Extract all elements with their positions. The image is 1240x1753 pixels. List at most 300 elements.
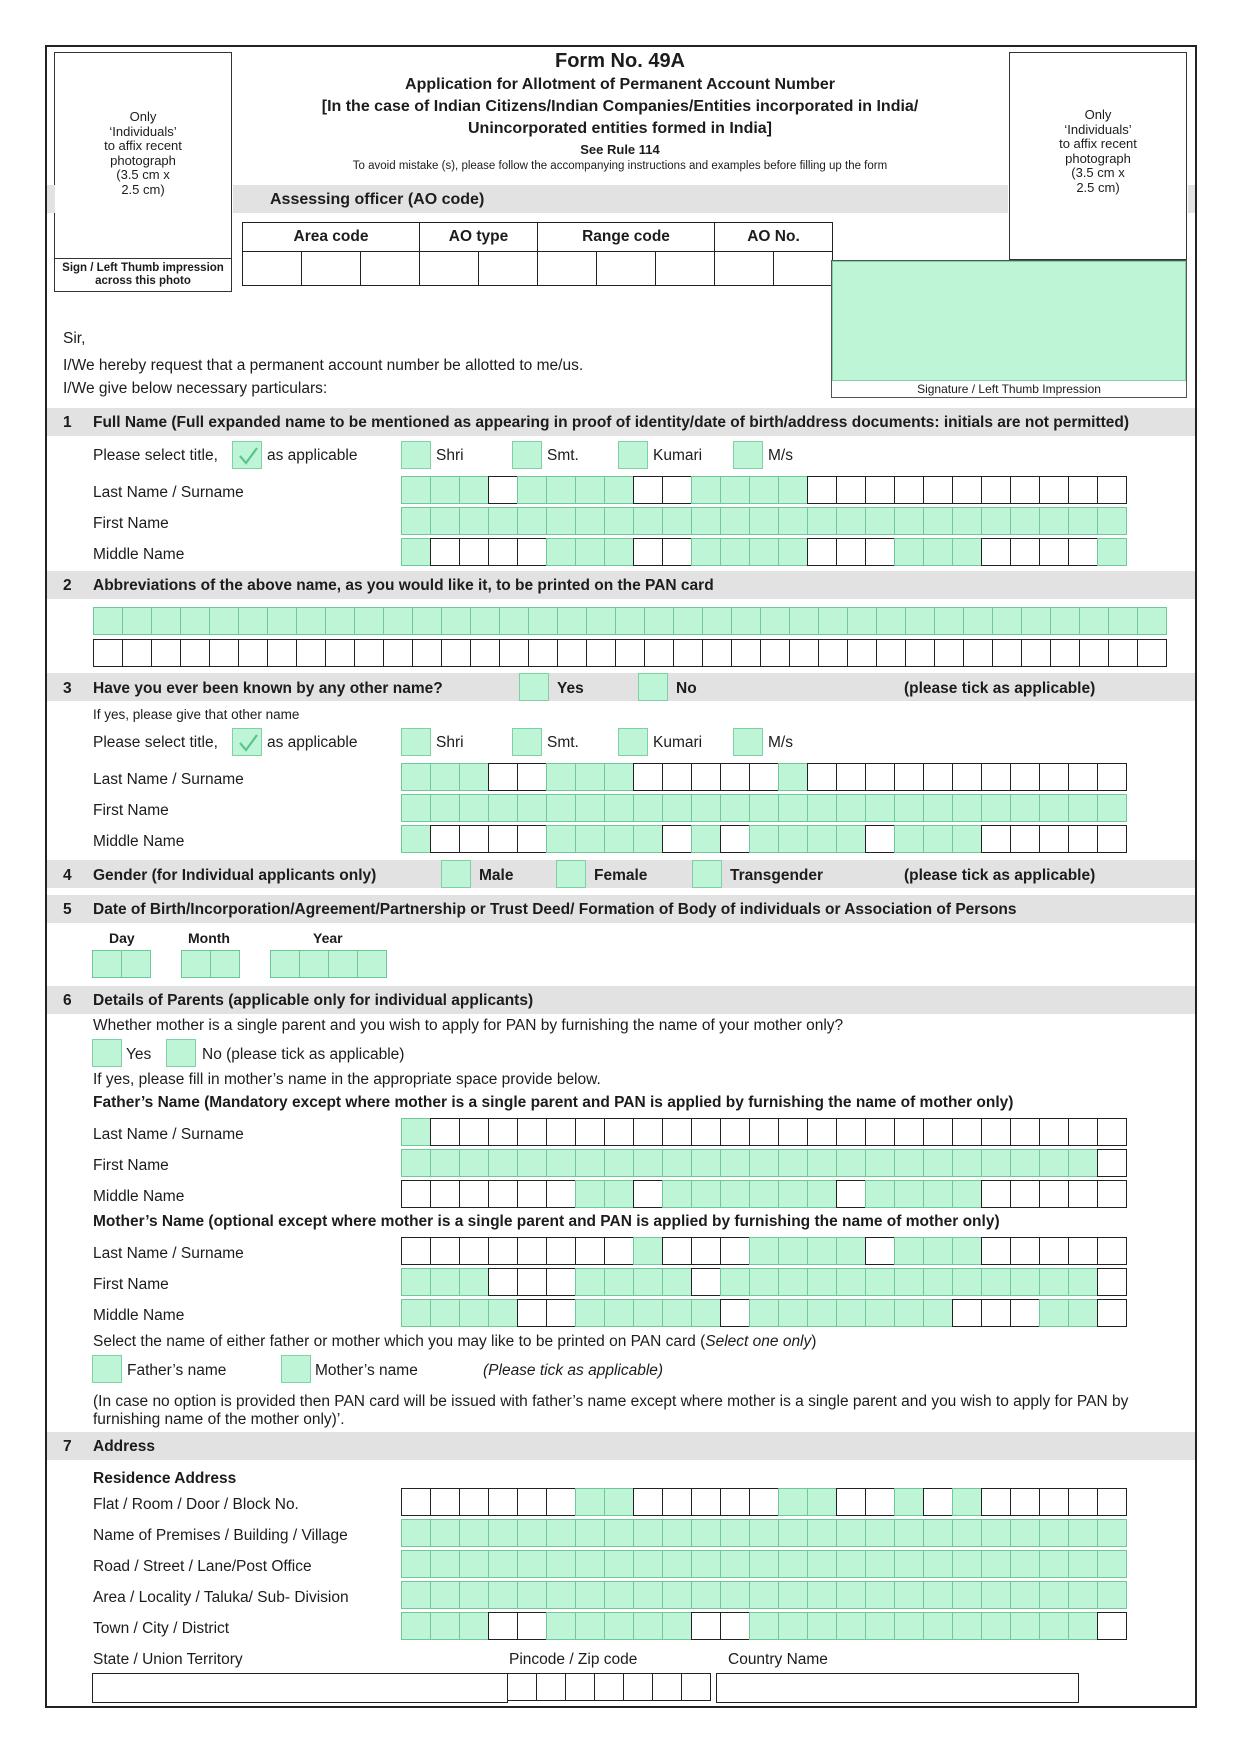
char-box[interactable] [818, 639, 848, 667]
char-box[interactable] [1021, 639, 1051, 667]
char-box[interactable] [430, 1118, 460, 1146]
char-box[interactable] [267, 639, 297, 667]
char-box[interactable] [691, 763, 721, 791]
char-box[interactable] [412, 607, 442, 635]
char-box[interactable] [1097, 1180, 1127, 1208]
char-box[interactable] [546, 794, 576, 822]
char-box[interactable] [488, 1180, 518, 1208]
char-box[interactable] [1010, 1488, 1040, 1516]
town-boxes[interactable] [401, 1612, 1126, 1640]
char-box[interactable] [546, 1268, 576, 1296]
char-box[interactable] [1039, 763, 1069, 791]
char-box[interactable] [1039, 476, 1069, 504]
char-box[interactable] [604, 1488, 634, 1516]
pincode-boxes[interactable] [507, 1673, 710, 1701]
ao-cell[interactable] [361, 252, 420, 286]
char-box[interactable] [865, 1237, 895, 1265]
char-box[interactable] [836, 507, 866, 535]
char-box[interactable] [662, 1519, 692, 1547]
char-box[interactable] [836, 1550, 866, 1578]
char-box[interactable] [546, 1612, 576, 1640]
char-box[interactable] [702, 607, 732, 635]
char-box[interactable] [894, 1180, 924, 1208]
char-box[interactable] [894, 1237, 924, 1265]
char-box[interactable] [459, 1299, 489, 1327]
char-box[interactable] [952, 1612, 982, 1640]
title-shri-checkbox[interactable] [401, 441, 431, 469]
title-smt-checkbox[interactable] [512, 441, 542, 469]
char-box[interactable] [778, 538, 808, 566]
char-box[interactable] [923, 1612, 953, 1640]
char-box[interactable] [778, 1488, 808, 1516]
char-box[interactable] [401, 507, 431, 535]
char-box[interactable] [731, 607, 761, 635]
char-box[interactable] [749, 538, 779, 566]
char-box[interactable] [720, 538, 750, 566]
char-box[interactable] [575, 1612, 605, 1640]
char-box[interactable] [430, 1180, 460, 1208]
char-box[interactable] [981, 538, 1011, 566]
char-box[interactable] [836, 1118, 866, 1146]
char-box[interactable] [604, 1299, 634, 1327]
char-box[interactable] [923, 1581, 953, 1609]
char-box[interactable] [894, 1118, 924, 1146]
char-box[interactable] [749, 1149, 779, 1177]
char-box[interactable] [807, 476, 837, 504]
char-box[interactable] [517, 507, 547, 535]
abbreviation-row-2[interactable] [93, 639, 1166, 667]
char-box[interactable] [459, 1488, 489, 1516]
char-box[interactable] [383, 639, 413, 667]
char-box[interactable] [1010, 1149, 1040, 1177]
char-box[interactable] [488, 1149, 518, 1177]
char-box[interactable] [121, 950, 151, 978]
char-box[interactable] [270, 950, 300, 978]
char-box[interactable] [865, 1268, 895, 1296]
char-box[interactable] [923, 1519, 953, 1547]
char-box[interactable] [905, 607, 935, 635]
char-box[interactable] [894, 1299, 924, 1327]
char-box[interactable] [952, 476, 982, 504]
char-box[interactable] [151, 639, 181, 667]
char-box[interactable] [691, 1299, 721, 1327]
char-box[interactable] [952, 1180, 982, 1208]
char-box[interactable] [981, 476, 1011, 504]
char-box[interactable] [1010, 1180, 1040, 1208]
char-box[interactable] [847, 639, 877, 667]
char-box[interactable] [720, 1237, 750, 1265]
char-box[interactable] [401, 1268, 431, 1296]
char-box[interactable] [470, 639, 500, 667]
gender-transgender-checkbox[interactable] [692, 860, 722, 888]
char-box[interactable] [1039, 1180, 1069, 1208]
char-box[interactable] [488, 1581, 518, 1609]
char-box[interactable] [749, 1299, 779, 1327]
char-box[interactable] [401, 1550, 431, 1578]
char-box[interactable] [459, 794, 489, 822]
char-box[interactable] [401, 1519, 431, 1547]
char-box[interactable] [720, 1612, 750, 1640]
char-box[interactable] [836, 476, 866, 504]
char-box[interactable] [488, 1299, 518, 1327]
char-box[interactable] [470, 607, 500, 635]
char-box[interactable] [662, 1299, 692, 1327]
char-box[interactable] [836, 1612, 866, 1640]
char-box[interactable] [488, 1237, 518, 1265]
char-box[interactable] [517, 1268, 547, 1296]
char-box[interactable] [894, 763, 924, 791]
char-box[interactable] [430, 1268, 460, 1296]
char-box[interactable] [952, 1488, 982, 1516]
print-father-name-checkbox[interactable] [92, 1355, 122, 1383]
char-box[interactable] [296, 607, 326, 635]
char-box[interactable] [401, 476, 431, 504]
char-box[interactable] [865, 1581, 895, 1609]
char-box[interactable] [92, 950, 122, 978]
other-name-yes-checkbox[interactable] [519, 673, 549, 701]
char-box[interactable] [923, 1118, 953, 1146]
char-box[interactable] [1097, 1519, 1127, 1547]
char-box[interactable] [807, 538, 837, 566]
ao-cell[interactable] [715, 252, 774, 286]
char-box[interactable] [662, 1268, 692, 1296]
char-box[interactable] [430, 538, 460, 566]
char-box[interactable] [488, 1118, 518, 1146]
ao-cell[interactable] [302, 252, 361, 286]
char-box[interactable] [691, 1118, 721, 1146]
char-box[interactable] [604, 476, 634, 504]
char-box[interactable] [488, 794, 518, 822]
char-box[interactable] [575, 1149, 605, 1177]
char-box[interactable] [778, 1519, 808, 1547]
gender-male-checkbox[interactable] [441, 860, 471, 888]
char-box[interactable] [575, 825, 605, 853]
char-box[interactable] [662, 1237, 692, 1265]
char-box[interactable] [401, 1612, 431, 1640]
char-box[interactable] [517, 1118, 547, 1146]
char-box[interactable] [546, 538, 576, 566]
char-box[interactable] [1097, 1118, 1127, 1146]
char-box[interactable] [952, 1268, 982, 1296]
char-box[interactable] [430, 1581, 460, 1609]
char-box[interactable] [691, 1237, 721, 1265]
char-box[interactable] [778, 1180, 808, 1208]
char-box[interactable] [1010, 794, 1040, 822]
country-input[interactable] [716, 1673, 1079, 1703]
char-box[interactable] [1068, 1519, 1098, 1547]
char-box[interactable] [459, 1612, 489, 1640]
char-box[interactable] [633, 476, 663, 504]
char-box[interactable] [557, 639, 587, 667]
print-mother-name-checkbox[interactable] [281, 1355, 311, 1383]
char-box[interactable] [1097, 538, 1127, 566]
char-box[interactable] [778, 1550, 808, 1578]
char-box[interactable] [488, 1550, 518, 1578]
char-box[interactable] [836, 825, 866, 853]
dob-day-boxes[interactable] [92, 950, 150, 978]
char-box[interactable] [836, 1180, 866, 1208]
char-box[interactable] [488, 1519, 518, 1547]
char-box[interactable] [430, 1519, 460, 1547]
char-box[interactable] [401, 794, 431, 822]
char-box[interactable] [836, 1268, 866, 1296]
char-box[interactable] [673, 607, 703, 635]
char-box[interactable] [778, 1149, 808, 1177]
char-box[interactable] [459, 1268, 489, 1296]
char-box[interactable] [894, 507, 924, 535]
char-box[interactable] [604, 507, 634, 535]
char-box[interactable] [923, 538, 953, 566]
char-box[interactable] [209, 639, 239, 667]
char-box[interactable] [122, 607, 152, 635]
char-box[interactable] [546, 1118, 576, 1146]
char-box[interactable] [383, 607, 413, 635]
char-box[interactable] [923, 1550, 953, 1578]
char-box[interactable] [430, 1299, 460, 1327]
char-box[interactable] [720, 1581, 750, 1609]
char-box[interactable] [401, 763, 431, 791]
char-box[interactable] [749, 1581, 779, 1609]
char-box[interactable] [807, 1149, 837, 1177]
char-box[interactable] [1039, 825, 1069, 853]
char-box[interactable] [662, 1550, 692, 1578]
char-box[interactable] [430, 825, 460, 853]
char-box[interactable] [1021, 607, 1051, 635]
char-box[interactable] [662, 507, 692, 535]
char-box[interactable] [720, 1519, 750, 1547]
char-box[interactable] [1068, 1488, 1098, 1516]
char-box[interactable] [865, 825, 895, 853]
char-box[interactable] [865, 538, 895, 566]
char-box[interactable] [923, 507, 953, 535]
char-box[interactable] [778, 1118, 808, 1146]
state-input[interactable] [92, 1673, 508, 1703]
char-box[interactable] [401, 1237, 431, 1265]
char-box[interactable] [749, 794, 779, 822]
char-box[interactable] [1039, 1581, 1069, 1609]
char-box[interactable] [1039, 1299, 1069, 1327]
char-box[interactable] [488, 1488, 518, 1516]
char-box[interactable] [952, 1299, 982, 1327]
char-box[interactable] [1068, 825, 1098, 853]
char-box[interactable] [1010, 1118, 1040, 1146]
char-box[interactable] [807, 1180, 837, 1208]
char-box[interactable] [1097, 1299, 1127, 1327]
char-box[interactable] [865, 763, 895, 791]
char-box[interactable] [923, 1149, 953, 1177]
char-box[interactable] [963, 607, 993, 635]
char-box[interactable] [662, 476, 692, 504]
char-box[interactable] [604, 1180, 634, 1208]
char-box[interactable] [604, 538, 634, 566]
char-box[interactable] [575, 1581, 605, 1609]
char-box[interactable] [412, 639, 442, 667]
char-box[interactable] [934, 639, 964, 667]
char-box[interactable] [865, 476, 895, 504]
char-box[interactable] [923, 1237, 953, 1265]
char-box[interactable] [517, 1149, 547, 1177]
char-box[interactable] [546, 1550, 576, 1578]
char-box[interactable] [546, 1180, 576, 1208]
char-box[interactable] [459, 1118, 489, 1146]
char-box[interactable] [575, 1299, 605, 1327]
area-boxes[interactable] [401, 1581, 1126, 1609]
char-box[interactable] [488, 476, 518, 504]
char-box[interactable] [662, 538, 692, 566]
char-box[interactable] [749, 1519, 779, 1547]
char-box[interactable] [691, 825, 721, 853]
char-box[interactable] [430, 1149, 460, 1177]
char-box[interactable] [575, 1550, 605, 1578]
char-box[interactable] [459, 1550, 489, 1578]
char-box[interactable] [749, 1118, 779, 1146]
ao-cell[interactable] [420, 252, 479, 286]
char-box[interactable] [923, 1268, 953, 1296]
char-box[interactable] [459, 1237, 489, 1265]
char-box[interactable] [604, 1237, 634, 1265]
char-box[interactable] [662, 825, 692, 853]
char-box[interactable] [267, 607, 297, 635]
char-box[interactable] [952, 794, 982, 822]
char-box[interactable] [749, 1268, 779, 1296]
char-box[interactable] [401, 1299, 431, 1327]
single-parent-yes-checkbox[interactable] [92, 1039, 122, 1067]
father-last-name-boxes[interactable] [401, 1118, 1126, 1146]
char-box[interactable] [952, 1149, 982, 1177]
char-box[interactable] [546, 476, 576, 504]
char-box[interactable] [1097, 763, 1127, 791]
s3-title-kumari-checkbox[interactable] [618, 728, 648, 756]
char-box[interactable] [1039, 507, 1069, 535]
char-box[interactable] [865, 1149, 895, 1177]
char-box[interactable] [546, 1149, 576, 1177]
char-box[interactable] [981, 1149, 1011, 1177]
char-box[interactable] [981, 763, 1011, 791]
char-box[interactable] [517, 1488, 547, 1516]
char-box[interactable] [836, 1299, 866, 1327]
mother-last-name-boxes[interactable] [401, 1237, 1126, 1265]
char-box[interactable] [691, 1488, 721, 1516]
char-box[interactable] [441, 639, 471, 667]
char-box[interactable] [1050, 639, 1080, 667]
char-box[interactable] [586, 639, 616, 667]
dob-month-boxes[interactable] [181, 950, 239, 978]
char-box[interactable] [1097, 1268, 1127, 1296]
char-box[interactable] [517, 1237, 547, 1265]
char-box[interactable] [499, 639, 529, 667]
char-box[interactable] [720, 794, 750, 822]
char-box[interactable] [981, 794, 1011, 822]
char-box[interactable] [691, 1581, 721, 1609]
premises-boxes[interactable] [401, 1519, 1126, 1547]
char-box[interactable] [778, 1581, 808, 1609]
char-box[interactable] [604, 794, 634, 822]
char-box[interactable] [981, 1237, 1011, 1265]
char-box[interactable] [1068, 538, 1098, 566]
char-box[interactable] [633, 1268, 663, 1296]
dob-year-boxes[interactable] [270, 950, 386, 978]
char-box[interactable] [923, 825, 953, 853]
char-box[interactable] [1097, 1488, 1127, 1516]
char-box[interactable] [702, 639, 732, 667]
char-box[interactable] [836, 794, 866, 822]
char-box[interactable] [652, 1673, 682, 1701]
char-box[interactable] [1097, 825, 1127, 853]
char-box[interactable] [905, 639, 935, 667]
char-box[interactable] [952, 825, 982, 853]
char-box[interactable] [981, 1118, 1011, 1146]
char-box[interactable] [594, 1673, 624, 1701]
ao-cell[interactable] [243, 252, 302, 286]
char-box[interactable] [778, 507, 808, 535]
char-box[interactable] [749, 476, 779, 504]
char-box[interactable] [836, 1488, 866, 1516]
char-box[interactable] [1010, 1581, 1040, 1609]
char-box[interactable] [720, 763, 750, 791]
abbreviation-row-1[interactable] [93, 607, 1166, 635]
char-box[interactable] [633, 507, 663, 535]
char-box[interactable] [749, 1488, 779, 1516]
char-box[interactable] [691, 794, 721, 822]
gender-female-checkbox[interactable] [556, 860, 586, 888]
char-box[interactable] [923, 1488, 953, 1516]
title-ms-checkbox[interactable] [733, 441, 763, 469]
char-box[interactable] [1050, 607, 1080, 635]
char-box[interactable] [760, 607, 790, 635]
mother-middle-name-boxes[interactable] [401, 1299, 1126, 1327]
char-box[interactable] [430, 1488, 460, 1516]
char-box[interactable] [354, 639, 384, 667]
char-box[interactable] [644, 607, 674, 635]
char-box[interactable] [459, 1519, 489, 1547]
char-box[interactable] [1010, 1268, 1040, 1296]
char-box[interactable] [401, 825, 431, 853]
char-box[interactable] [1010, 538, 1040, 566]
char-box[interactable] [546, 507, 576, 535]
char-box[interactable] [992, 639, 1022, 667]
char-box[interactable] [981, 1519, 1011, 1547]
char-box[interactable] [1079, 639, 1109, 667]
char-box[interactable] [662, 1118, 692, 1146]
char-box[interactable] [1079, 607, 1109, 635]
char-box[interactable] [807, 1581, 837, 1609]
char-box[interactable] [488, 538, 518, 566]
char-box[interactable] [575, 1180, 605, 1208]
char-box[interactable] [720, 1149, 750, 1177]
mother-first-name-boxes[interactable] [401, 1268, 1126, 1296]
char-box[interactable] [1068, 1180, 1098, 1208]
char-box[interactable] [441, 607, 471, 635]
char-box[interactable] [749, 1612, 779, 1640]
char-box[interactable] [865, 1299, 895, 1327]
char-box[interactable] [430, 476, 460, 504]
char-box[interactable] [430, 794, 460, 822]
char-box[interactable] [575, 763, 605, 791]
char-box[interactable] [623, 1673, 653, 1701]
char-box[interactable] [633, 825, 663, 853]
s3-first-name-boxes[interactable] [401, 794, 1126, 822]
char-box[interactable] [1108, 639, 1138, 667]
char-box[interactable] [401, 1581, 431, 1609]
char-box[interactable] [778, 1268, 808, 1296]
char-box[interactable] [546, 1581, 576, 1609]
char-box[interactable] [894, 794, 924, 822]
char-box[interactable] [633, 1550, 663, 1578]
photo-box-right[interactable] [1009, 52, 1187, 260]
char-box[interactable] [507, 1673, 537, 1701]
s1-first-name-boxes[interactable] [401, 507, 1126, 535]
single-parent-no-checkbox[interactable] [166, 1039, 196, 1067]
